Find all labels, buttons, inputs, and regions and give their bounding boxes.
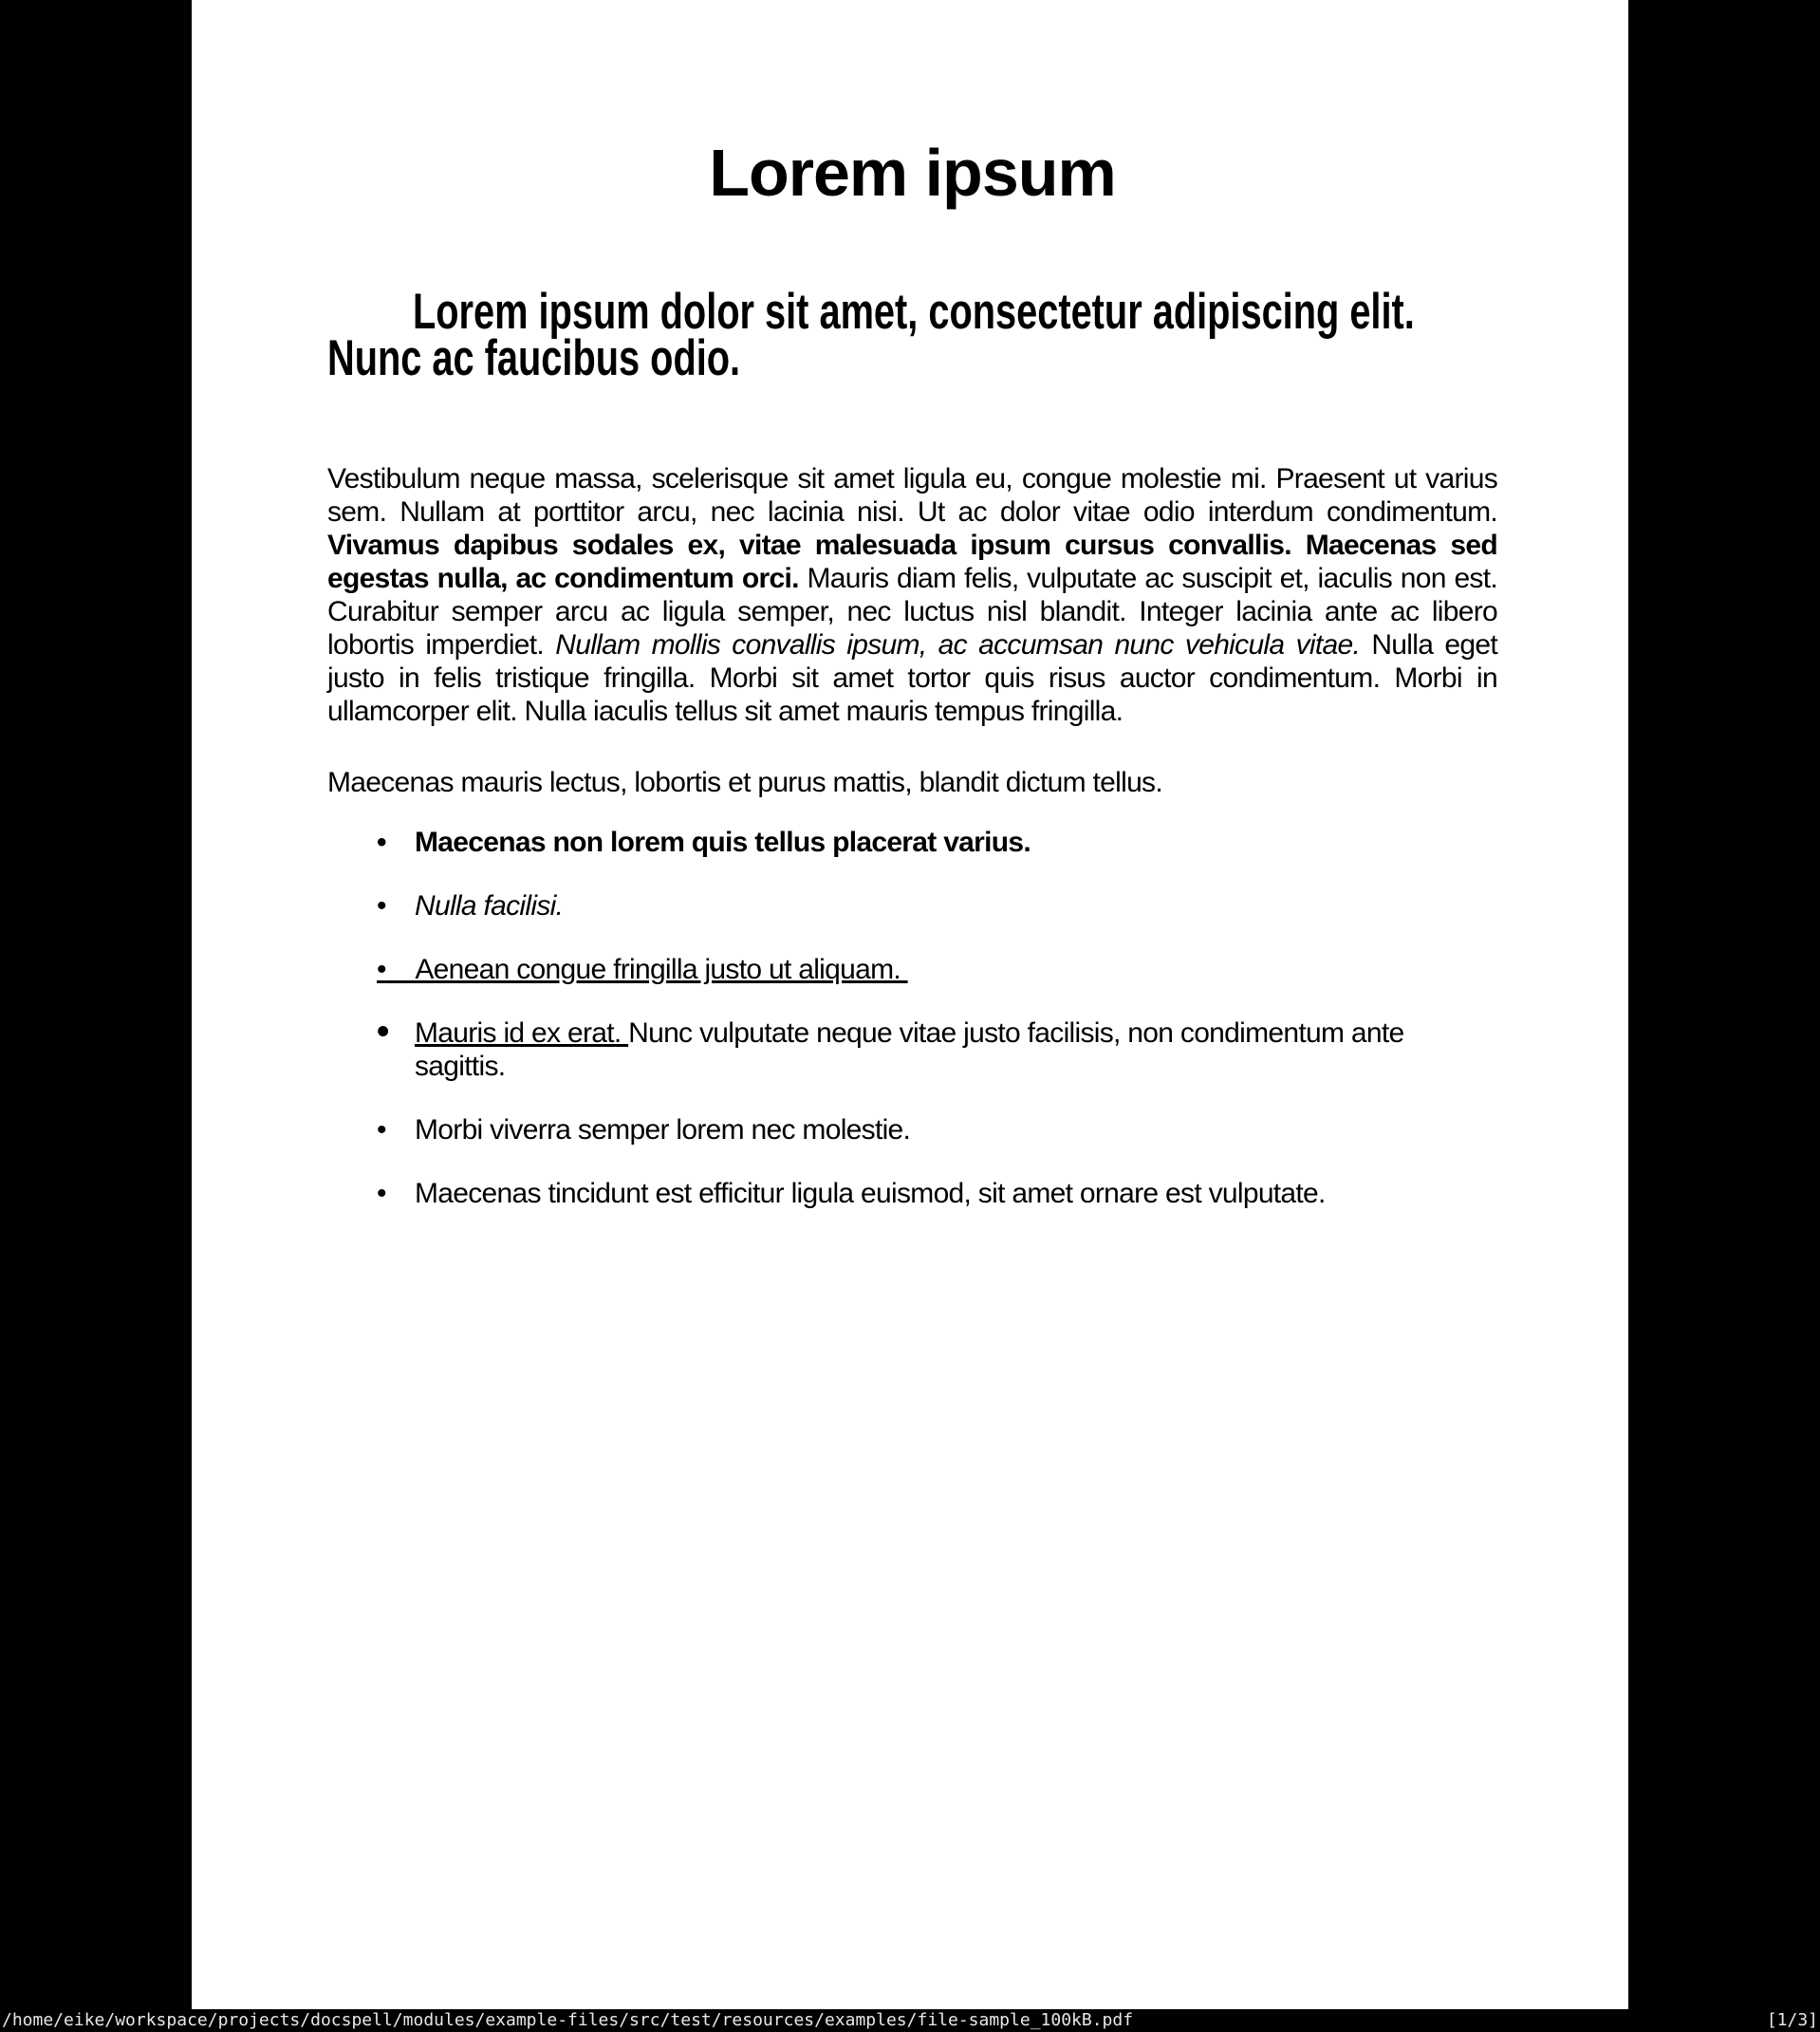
bullet-list: [327, 826, 1497, 1210]
paragraph-run-normal: Nulla eget justo in felis tristique fringilla. Morbi sit amet tortor quis risus auctor condimentum. Morbi in ullamcorper elit. Nulla iaculis tellus sit amet mauris tempus fringilla.: [327, 629, 1497, 727]
document-page[interactable]: [192, 0, 1628, 2009]
list-item-lead: Mauris id ex erat.: [415, 1017, 629, 1049]
bullet-icon: •: [377, 1178, 386, 1209]
paragraph-run-normal: Vestibulum neque massa, scelerisque sit amet ligula eu, congue molestie mi. Praesent ut varius sem. Nullam at porttitor arcu, nec lacinia nisi. Ut ac dolor vitae odio interdum condimentum.: [327, 463, 1497, 528]
list-item: [327, 1113, 1497, 1146]
paragraph-run-italic: Nullam mollis convallis ipsum, ac accumsan nunc vehicula vitae.: [555, 629, 1361, 661]
statusbar-file-path: /home/eike/workspace/projects/docspell/modules/example-files/src/test/resources/examples/file-sample_100kB.pdf: [2, 2010, 1134, 2030]
body-paragraph-2: Maecenas mauris lectus, lobortis et purus mattis, blandit dictum tellus.: [327, 767, 1162, 798]
bullet-icon: •: [377, 890, 386, 922]
document-subheading: Lorem ipsum dolor sit amet, consectetur adipiscing elit. Nunc ac faucibus odio.: [327, 284, 1415, 386]
list-item: [327, 889, 1497, 923]
bullet-icon: •: [377, 1012, 389, 1052]
list-item: [327, 826, 1497, 859]
list-item: [327, 953, 1497, 986]
paragraph-run-bold: Vivamus dapibus sodales ex, vitae malesuada ipsum cursus convallis. Maecenas sed egestas nulla, ac condimentum orci.: [327, 530, 1497, 594]
list-item-text: • Aenean congue fringilla justo ut aliquam.: [377, 954, 908, 985]
paragraph-run-normal: Mauris diam felis, vulputate ac suscipit et, iaculis non est. Curabitur semper arcu ac ligula semper, nec luctus nisl blandit. Integer lacinia ante ac libero lobortis imperdiet.: [327, 563, 1498, 661]
bullet-icon: •: [377, 954, 386, 985]
list-item-text: Maecenas tincidunt est efficitur ligula euismod, sit amet ornare est vulputate.: [415, 1178, 1326, 1209]
document-title: Lorem ipsum: [709, 136, 1116, 210]
list-item-text: Mauris id ex erat. Nunc vulputate neque vitae justo facilisis, non condimentum ante sagittis.: [415, 1017, 1404, 1082]
list-item-text: Morbi viverra semper lorem nec molestie.: [415, 1114, 911, 1146]
body-paragraph-1: [327, 462, 1497, 728]
statusbar: [0, 2009, 1820, 2032]
bullet-icon: •: [377, 827, 386, 858]
statusbar-page-indicator: [1/3]: [1766, 2010, 1818, 2030]
list-item-text: Maecenas non lorem quis tellus placerat varius.: [415, 827, 1031, 858]
list-item: [327, 1012, 1497, 1083]
list-item-text: Nulla facilisi.: [415, 890, 564, 922]
list-item: [327, 1177, 1497, 1210]
bullet-icon: •: [377, 1114, 386, 1146]
